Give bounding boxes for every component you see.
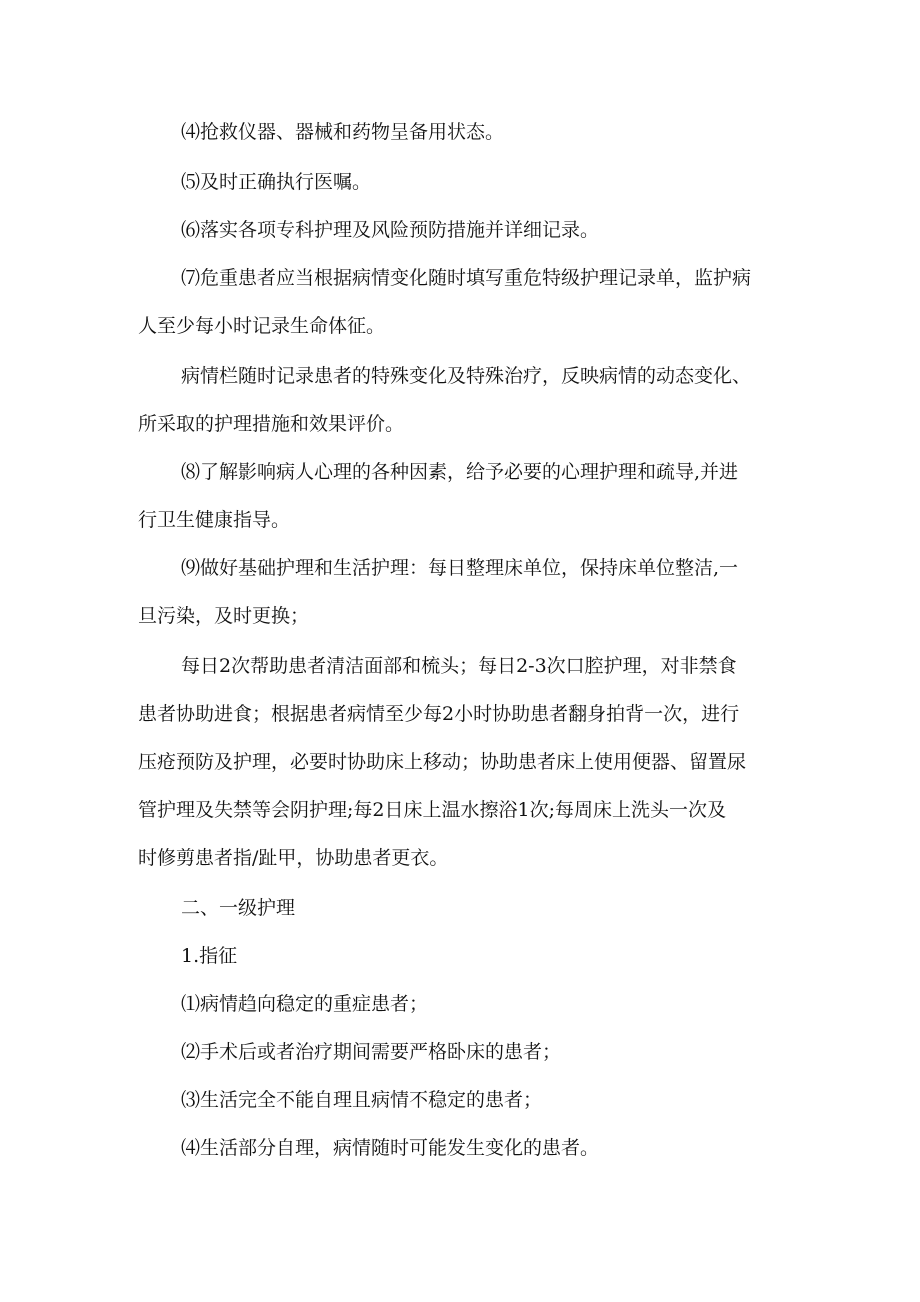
paragraph-item-5 — [138, 158, 371, 206]
paragraph-line: ⑼做好基础护理和生活护理：每日整理床单位，保持床单位整洁,一 — [181, 557, 739, 579]
paragraph-line: 病情栏随时记录患者的特殊变化及特殊治疗，反映病情的动态变化、 — [181, 365, 752, 387]
paragraph-item-7 — [138, 254, 751, 350]
paragraph-line: ⑺危重患者应当根据病情变化随时填写重危特级护理记录单，监护病 — [181, 267, 752, 289]
paragraph-item-9 — [138, 544, 738, 640]
indication-item-3 — [138, 1076, 542, 1124]
paragraph-line: 1.指征 — [181, 945, 238, 967]
paragraph-line: ⑵手术后或者治疗期间需要严格卧床的患者； — [181, 1041, 562, 1063]
paragraph-item-8 — [138, 448, 738, 544]
indication-item-4 — [138, 1124, 599, 1172]
section-heading-level-one-care — [138, 884, 295, 932]
paragraph-line: ⑻了解影响病人心理的各种因素，给予必要的心理护理和疏导,并进 — [181, 461, 739, 483]
paragraph-condition-notes — [138, 352, 751, 448]
paragraph-line: 二、一级护理 — [181, 897, 296, 919]
paragraph-line: ⑹落实各项专科护理及风险预防措施并详细记录。 — [181, 219, 600, 241]
paragraph-line: ⑷生活部分自理，病情随时可能发生变化的患者。 — [181, 1137, 600, 1159]
paragraph-line: 管护理及失禁等会阴护理;每2日床上温水擦浴1次;每周床上洗头一次及 — [138, 799, 726, 821]
paragraph-line: ⑴病情趋向稳定的重症患者； — [181, 993, 429, 1015]
subheading-indications — [138, 932, 237, 980]
paragraph-line: 人至少每小时记录生命体征。 — [138, 315, 386, 337]
paragraph-item-4 — [138, 108, 504, 156]
paragraph-line: 时修剪患者指/趾甲，协助患者更衣。 — [138, 847, 449, 869]
paragraph-line: 旦污染，及时更换； — [138, 605, 310, 627]
indication-item-2 — [138, 1028, 561, 1076]
paragraph-item-6 — [138, 206, 599, 254]
indication-item-1 — [138, 980, 428, 1028]
paragraph-line: 每日2次帮助患者清洁面部和梳头；每日2-3次口腔护理，对非禁食 — [181, 655, 737, 677]
paragraph-line: 患者协助进食；根据患者病情至少每2小时协助患者翻身拍背一次，进行 — [138, 703, 740, 725]
paragraph-daily-care — [138, 642, 746, 882]
paragraph-line: 行卫生健康指导。 — [138, 509, 291, 531]
paragraph-line: ⑸及时正确执行医嘱。 — [181, 171, 372, 193]
paragraph-line: 压疮预防及护理，必要时协助床上移动；协助患者床上使用便器、留置尿 — [138, 751, 747, 773]
paragraph-line: 所采取的护理措施和效果评价。 — [138, 413, 405, 435]
paragraph-line: ⑷抢救仪器、器械和药物呈备用状态。 — [181, 121, 505, 143]
paragraph-line: ⑶生活完全不能自理且病情不稳定的患者； — [181, 1089, 543, 1111]
